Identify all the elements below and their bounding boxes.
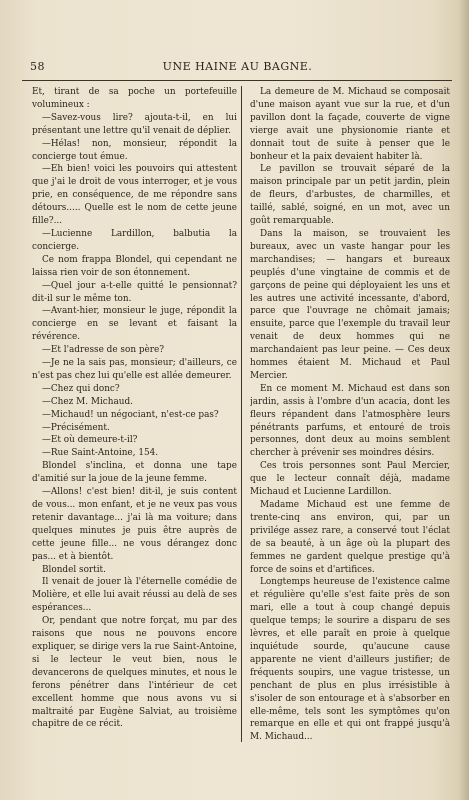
running-title: UNE HAINE AU BAGNE. [162,60,313,73]
running-head [22,60,453,74]
paragraph: —Je ne la sais pas, monsieur; d'ailleurs, ce n'est pas chez lui qu'elle est allée demeurer. [32,358,237,381]
paragraph: Blondel s'inclina, et donna une tape d'amitié sur la joue de la jeune femme. [32,461,237,485]
paragraph: —Chez M. Michaud. [42,396,133,407]
page-edge-shadow [459,0,469,800]
paragraph: Madame Michaud est une femme de trente-cinq ans environ, qui, par un privilége assez rare, a conservé tout l'éclat de sa beauté, à un âge où la plupart des femmes ne gardent quelque prestige qu'à force de soins et d'artifices. [250,500,450,575]
paragraph: Ces trois personnes sont Paul Mercier, que le lecteur connaît déjà, madame Michaud et Lucienne Lardillon. [250,461,450,498]
paragraph: —Lucienne Lardillon, balbutia la concierge. [32,228,237,252]
paragraph: Or, pendant que notre forçat, mu par des raisons que nous ne pouvons encore expliquer, se dirige vers la rue Saint-Antoine, si le lecteur le veut bien, nous le devancerons de quelques minutes, et nous le ferons pénétrer dans l'intérieur de cet excellent homme que nous avons vu si maltraité par Eugène Salviat, au troisième chapitre de ce récit. [32,616,237,730]
paragraph: Il venait de jouer là l'éternelle comédie de Molière, et elle lui avait réussi au delà de ses espérances... [32,577,237,614]
paragraph: Dans la maison, se trouvaient les bureaux, avec un vaste hangar pour les marchandises; — hangars et bureaux peuplés d'une vingtaine de commis et de garçons de peine qui déployaient les uns et les autres une activité incessante, d'abord, parce que l'ouvrage ne chômait jamais; ensuite, parce que l'exemple du travail leur venait de deux hommes qui ne marchandaient pas leur peine. — Ces deux hommes étaient M. Michaud et Paul Mercier. [250,228,450,381]
paragraph: —Chez qui donc? [42,383,120,394]
paragraph: Le pavillon se trouvait séparé de la maison principale par un petit jardin, plein de fleurs, d'arbustes, de charmilles, et taillé, sablé, soigné, en un mot, avec un goût remarquable. [250,164,450,227]
paragraph: —Précisément. [42,422,110,433]
paragraph: —Savez-vous lire? ajouta-t-il, en lui présentant une lettre qu'il venait de déplier. [32,112,237,136]
paragraph: Longtemps heureuse de l'existence calme et régulière qu'elle s'est faite près de son mari, elle a tout à coup changé depuis quelque temps; le sourire a disparu de ses lèvres, et elle paraît en proie à quelque inquiétude sourde, qu'aucune cause apparente ne vient d'ailleurs justifier; de fréquents soupirs, une vague tristesse, un penchant de plus en plus irrésistible à s'isoler de son entourage et à s'absorber en elle-même, tels sont les symptômes qu'on remarque en elle et qui ont frappé jusqu'à M. Michaud... [250,577,450,743]
paragraph: —Et l'adresse de son père? [42,345,165,356]
column-divider [241,86,242,742]
paragraph: —Quel jour a-t-elle quitté le pensionnat? dit-il sur le même ton. [32,280,237,304]
paragraph: La demeure de M. Michaud se composait d'une maison ayant vue sur la rue, et d'un pavillon dont la façade, couverte de vigne vierge avait une physionomie riante et donnait tout de suite à penser que le bonheur et la paix devaient habiter là. [250,87,450,162]
paragraph: Et, tirant de sa poche un portefeuille volumineux : [32,87,237,110]
paragraph: Blondel sortit. [42,564,106,575]
paragraph: —Hélas! non, monsieur, répondit la concierge tout émue. [32,138,237,162]
paragraph: En ce moment M. Michaud est dans son jardin, assis à l'ombre d'un acacia, dont les fleurs répandent dans l'atmosphère leurs pénétrants parfums, et entouré de trois personnes, dont deux au moins semblent chercher à prévenir ses moindres désirs. [250,383,450,459]
paragraph: —Rue Saint-Antoine, 154. [42,448,159,459]
right-column [250,86,450,752]
page-number: 58 [30,60,45,73]
paragraph: —Avant-hier, monsieur le juge, répondit la concierge en se levant et faisant la révérence. [32,306,237,343]
paragraph: —Allons! c'est bien! dit-il, je suis content de vous... mon enfant, et je ne veux pas vous retenir davantage... j'ai là ma voiture; dans quelques minutes je puis être auprès de cette jeune fille... ne vous dérangez donc pas... et à bientôt. [32,487,237,562]
left-column [32,86,237,752]
header-rule [22,80,452,81]
paragraph: —Eh bien! voici les pouvoirs qui attestent que j'ai le droit de vous interroger, et je vous prie, en conséquence, de me répondre sans détours..... Quelle est le nom de cette jeune fille?... [32,164,237,227]
paragraph: Ce nom frappa Blondel, qui cependant ne laissa rien voir de son étonnement. [32,254,237,278]
paragraph: —Michaud! un négociant, n'est-ce pas? [42,409,219,420]
paragraph: —Et où demeure-t-il? [42,435,138,446]
